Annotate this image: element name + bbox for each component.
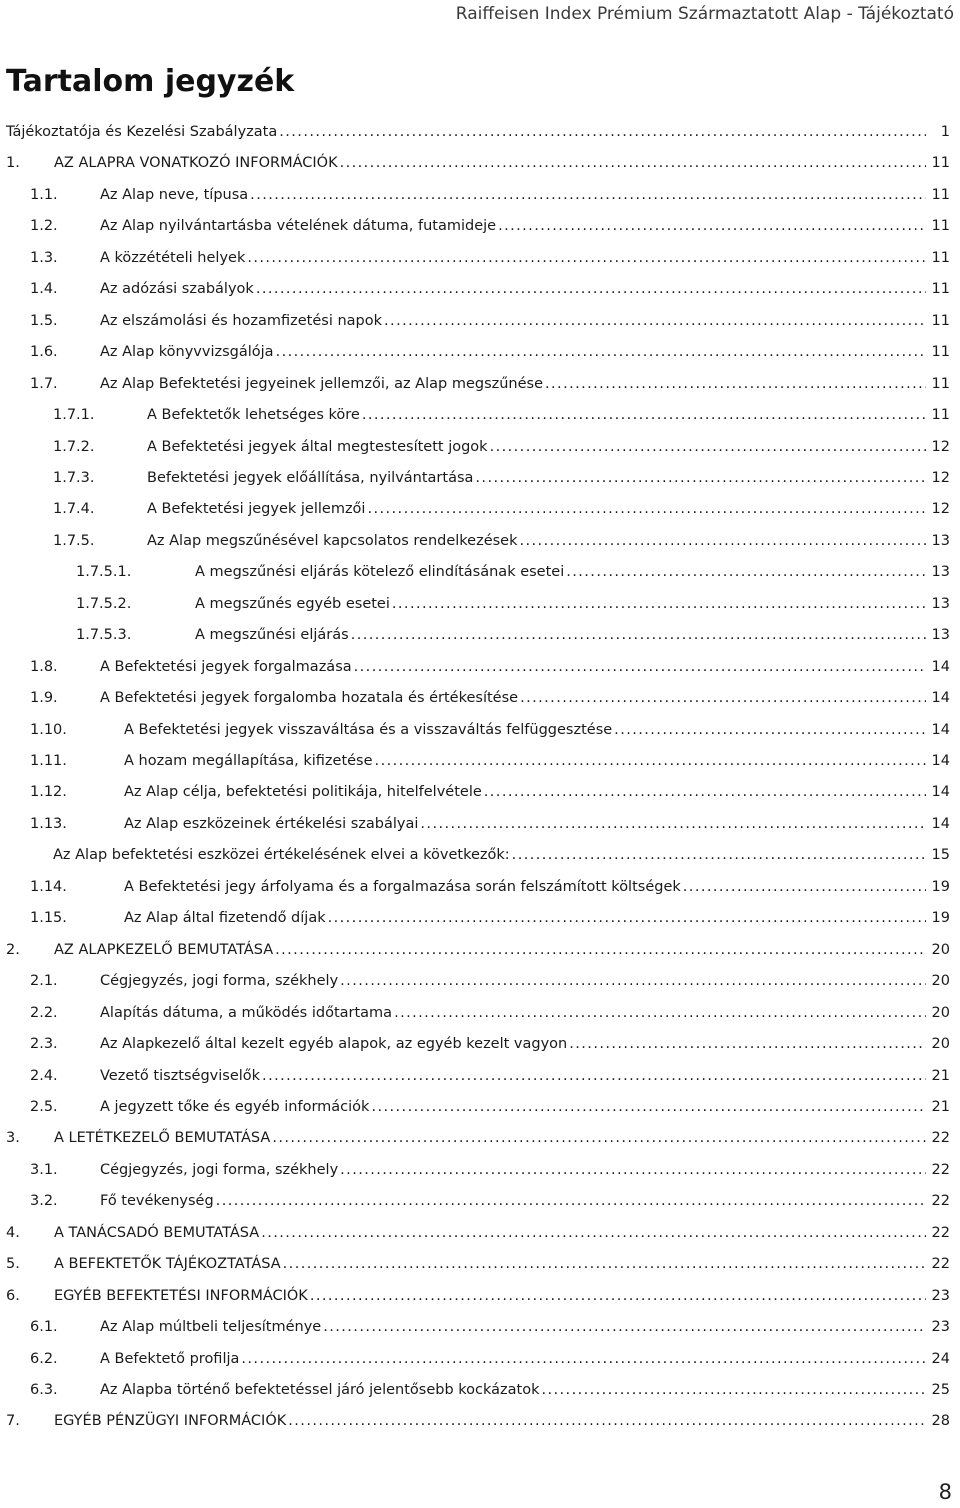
toc-dot-leader: [310, 1287, 926, 1305]
toc-dot-leader: [392, 595, 926, 613]
toc-entry-label: Vezető tisztségviselők: [100, 1067, 261, 1084]
toc-entry-number: 1.: [6, 155, 20, 172]
toc-dot-leader: [340, 1161, 926, 1179]
toc-dot-leader: [323, 1318, 926, 1336]
toc-entry-label: Befektetési jegyek előállítása, nyilvántartása: [147, 469, 474, 486]
toc-entry[interactable]: [76, 589, 950, 613]
toc-entry-label: Tájékoztatója és Kezelési Szabályzata: [6, 124, 278, 140]
toc-entry-page: 12: [931, 469, 950, 486]
toc-entry[interactable]: [30, 1375, 950, 1399]
toc-entry-number: 1.7.4.: [53, 501, 95, 518]
toc-dot-leader: [275, 941, 926, 959]
toc-entry-number: 1.13.: [30, 815, 67, 832]
toc-entry-number: 6.: [6, 1287, 20, 1304]
toc-dot-leader: [328, 909, 926, 927]
toc-entry-page: 11: [931, 155, 950, 172]
toc-entry-number: 1.11.: [30, 753, 67, 769]
toc-entry[interactable]: [30, 1312, 950, 1336]
toc-dot-leader: [241, 1350, 926, 1368]
toc-entry-page: 20: [931, 1036, 950, 1053]
toc-entry-number: 1.7.2.: [53, 438, 95, 455]
toc-dot-leader: [394, 1004, 926, 1022]
toc-entry[interactable]: [76, 557, 950, 581]
toc-entry-label: EGYÉB PÉNZÜGYI INFORMÁCIÓK: [54, 1413, 287, 1430]
toc-entry-page: 22: [931, 1161, 950, 1178]
toc-entry-label: Az Alap célja, befektetési politikája, hitelfelvétele: [124, 784, 482, 801]
toc-dot-leader: [351, 626, 926, 644]
toc-entry-page: 11: [931, 218, 950, 235]
toc-entry[interactable]: [30, 715, 950, 739]
toc-entry[interactable]: [6, 1218, 950, 1242]
toc-entry[interactable]: [30, 1155, 950, 1179]
toc-entry-number: 7.: [6, 1413, 20, 1430]
toc-entry-page: 14: [931, 753, 950, 769]
toc-entry-page: 19: [931, 878, 950, 895]
page-title: Tartalom jegyzék: [6, 64, 295, 99]
toc-dot-leader: [512, 846, 926, 864]
toc-entry-label: Az elszámolási és hozamfizetési napok: [100, 312, 383, 329]
toc-entry-number: 1.15.: [30, 910, 67, 927]
toc-entry-page: 13: [931, 532, 950, 549]
toc-dot-leader: [520, 689, 926, 707]
toc-entry-page: 23: [931, 1287, 950, 1304]
toc-entry[interactable]: [30, 777, 950, 801]
toc-entry-label: A Befektetési jegyek visszaváltása és a visszaváltás felfüggesztése: [124, 721, 613, 738]
toc-dot-leader: [340, 972, 926, 990]
toc-entry-label: A Befektetési jegyek jellemzői: [147, 501, 366, 518]
toc-entry-number: 2.5.: [30, 1098, 58, 1115]
toc-entry-label: Alapítás dátuma, a működés időtartama: [100, 1004, 393, 1021]
toc-entry[interactable]: [30, 1344, 950, 1368]
toc-entry-number: 1.3.: [30, 249, 58, 266]
toc-dot-leader: [384, 312, 926, 330]
toc-dot-leader: [256, 280, 926, 298]
toc-entry-number: 1.7.1.: [53, 407, 95, 424]
toc-entry-number: 2.2.: [30, 1004, 58, 1021]
toc-dot-leader: [566, 563, 926, 581]
toc-entry-page: 21: [931, 1067, 950, 1084]
toc-entry-page: 20: [931, 1004, 950, 1021]
toc-entry-page: 22: [931, 1130, 950, 1147]
toc-entry-label: A Befektetési jegy árfolyama és a forgalmazása során felszámított költségek: [124, 878, 681, 895]
toc-entry-page: 14: [931, 815, 950, 832]
toc-dot-leader: [520, 532, 927, 550]
toc-entry-page: 28: [931, 1413, 950, 1430]
toc-entry[interactable]: [53, 432, 950, 456]
toc-entry-number: 4.: [6, 1224, 20, 1241]
toc-entry-label: Az Alap eszközeinek értékelési szabályai: [124, 815, 419, 832]
toc-entry[interactable]: [76, 620, 950, 644]
toc-dot-leader: [375, 752, 926, 770]
toc-entry-label: Az Alap könyvvizsgálója: [100, 344, 274, 361]
toc-entry-number: 2.4.: [30, 1067, 58, 1084]
toc-entry[interactable]: [30, 998, 950, 1022]
toc-entry-number: 1.4.: [30, 281, 58, 298]
toc-entry[interactable]: [30, 683, 950, 707]
toc-entry-number: 6.3.: [30, 1382, 58, 1398]
toc-entry-label: Az Alap múltbeli teljesítménye: [100, 1319, 322, 1336]
toc-dot-leader: [545, 375, 926, 393]
toc-entry-label: Cégjegyzés, jogi forma, székhely: [100, 1161, 339, 1178]
toc-entry[interactable]: [30, 211, 950, 235]
toc-entry[interactable]: [30, 369, 950, 393]
toc-entry-number: 1.7.5.3.: [76, 627, 132, 644]
toc-entry-number: 2.: [6, 941, 20, 958]
toc-entry-page: 21: [931, 1098, 950, 1115]
toc-entry-page: 24: [931, 1350, 950, 1367]
toc-dot-leader: [262, 1067, 926, 1085]
toc-entry[interactable]: [6, 148, 950, 172]
toc-entry-page: 11: [931, 249, 950, 266]
toc-entry[interactable]: [30, 274, 950, 298]
toc-entry-label: Az Alap megszűnésével kapcsolatos rendelkezések: [147, 532, 518, 549]
toc-entry[interactable]: [30, 1092, 950, 1116]
toc-dot-leader: [354, 658, 926, 676]
toc-entry-number: 6.2.: [30, 1350, 58, 1367]
toc-entry-page: 20: [931, 973, 950, 990]
toc-entry-number: 5.: [6, 1256, 20, 1273]
toc-entry-number: 1.12.: [30, 784, 67, 801]
toc-entry-page: 22: [931, 1193, 950, 1210]
toc-entry[interactable]: [30, 1061, 950, 1085]
toc-entry-number: 1.10.: [30, 721, 67, 738]
toc-entry-page: 13: [931, 564, 950, 581]
toc-dot-leader: [340, 154, 926, 172]
toc-dot-leader: [283, 1255, 926, 1273]
toc-entry-number: 2.1.: [30, 973, 58, 990]
toc-entry-page: 14: [931, 784, 950, 801]
toc-entry[interactable]: [30, 809, 950, 833]
toc-entry[interactable]: [53, 526, 950, 550]
toc-dot-leader: [250, 186, 926, 204]
toc-dot-leader: [484, 783, 926, 801]
toc-entry[interactable]: [30, 180, 950, 204]
toc-entry-label: A BEFEKTETŐK TÁJÉKOZTATÁSA: [54, 1256, 281, 1273]
toc-entry-page: 12: [931, 501, 950, 518]
toc-entry-label: A jegyzett tőke és egyéb információk: [100, 1098, 370, 1115]
toc-entry-number: 1.7.5.2.: [76, 595, 132, 612]
toc-entry-page: 11: [931, 186, 950, 203]
toc-entry-page: 14: [931, 690, 950, 707]
toc-entry-number: 1.6.: [30, 344, 58, 361]
toc-entry-page: 11: [931, 312, 950, 329]
toc-entry-number: 3.2.: [30, 1193, 58, 1210]
toc-entry-page: 20: [931, 941, 950, 958]
toc-entry-label: A megszűnés egyéb esetei: [195, 595, 390, 612]
toc-entry[interactable]: [53, 494, 950, 518]
toc-entry-number: 1.8.: [30, 658, 58, 675]
toc-entry-page: 23: [931, 1319, 950, 1336]
toc-entry-number: 1.7.5.: [53, 532, 95, 549]
toc-dot-leader: [216, 1192, 926, 1210]
toc-entry-label: Az Alap neve, típusa: [100, 186, 249, 203]
toc-entry-number: 1.7.5.1.: [76, 564, 132, 581]
toc-entry-page: 11: [931, 344, 950, 361]
toc-entry[interactable]: [30, 243, 950, 267]
toc-entry-number: 1.14.: [30, 878, 67, 895]
toc-entry-page: 12: [931, 438, 950, 455]
toc-entry-page: 19: [931, 910, 950, 927]
toc-entry-number: 3.1.: [30, 1161, 58, 1178]
toc-entry-label: A hozam megállapítása, kifizetése: [124, 753, 373, 769]
toc-entry-label: A közzétételi helyek: [100, 249, 246, 266]
toc-entry-page: 13: [931, 595, 950, 612]
toc-entry[interactable]: [30, 903, 950, 927]
toc-entry[interactable]: [30, 337, 950, 361]
toc-entry-label: A Befektető profilja: [100, 1350, 240, 1367]
toc-entry-label: Cégjegyzés, jogi forma, székhely: [100, 973, 339, 990]
toc-entry-label: Az Alap nyilvántartásba vételének dátuma, futamideje: [100, 218, 497, 235]
toc-entry-label: A Befektetési jegyek forgalomba hozatala és értékesítése: [100, 690, 519, 707]
toc-entry[interactable]: [30, 746, 950, 770]
toc-entry-label: EGYÉB BEFEKTETÉSI INFORMÁCIÓK: [54, 1287, 308, 1304]
toc-entry-number: 6.1.: [30, 1319, 58, 1336]
toc-dot-leader: [276, 343, 926, 361]
toc-entry-number: 1.7.3.: [53, 469, 95, 486]
toc-entry-page: 15: [931, 847, 950, 864]
toc-entry-page: 22: [931, 1224, 950, 1241]
toc-entry-label: AZ ALAPKEZELŐ BEMUTATÁSA: [54, 941, 274, 958]
toc-entry-label: A LETÉTKEZELŐ BEMUTATÁSA: [54, 1130, 271, 1147]
toc-dot-leader: [288, 1412, 926, 1430]
toc-dot-leader: [490, 438, 926, 456]
toc-entry-label: AZ ALAPRA VONATKOZÓ INFORMÁCIÓK: [54, 155, 338, 172]
toc-entry[interactable]: [30, 1029, 950, 1053]
toc-entry-number: 1.1.: [30, 186, 58, 203]
toc-entry-page: 11: [931, 375, 950, 392]
toc-dot-leader: [614, 721, 926, 739]
running-header: Raiffeisen Index Prémium Származtatott Alap - Tájékoztató: [455, 4, 954, 24]
toc-dot-leader: [367, 500, 926, 518]
page-number: 8: [938, 1480, 952, 1504]
toc-dot-leader: [420, 815, 926, 833]
toc-entry[interactable]: [30, 306, 950, 330]
toc-entry-label: Az Alap befektetési eszközei értékelésének elvei a következők:: [53, 847, 510, 864]
toc-entry-label: A Befektetési jegyek által megtestesített jogok: [147, 438, 488, 455]
toc-dot-leader: [272, 1129, 926, 1147]
toc-entry[interactable]: [30, 652, 950, 676]
toc-entry-page: 25: [931, 1382, 950, 1398]
toc-dot-leader: [569, 1035, 926, 1053]
toc-entry-number: 1.9.: [30, 690, 58, 707]
toc-entry-page: 1: [940, 124, 950, 140]
toc-dot-leader: [362, 406, 926, 424]
toc-entry-page: 14: [931, 721, 950, 738]
toc-entry-label: Az Alapba történő befektetéssel járó jelentősebb kockázatok: [100, 1382, 540, 1398]
toc-entry[interactable]: [30, 1186, 950, 1210]
toc-entry[interactable]: [30, 966, 950, 990]
toc-entry-label: Az adózási szabályok: [100, 281, 254, 298]
toc-entry[interactable]: [6, 1281, 950, 1305]
toc-entry[interactable]: [6, 1123, 950, 1147]
toc-entry[interactable]: [6, 935, 950, 959]
toc-entry-label: Az Alap Befektetési jegyeinek jellemzői, az Alap megszűnése: [100, 375, 544, 392]
toc-entry[interactable]: [6, 1249, 950, 1273]
toc-dot-leader: [475, 469, 926, 487]
toc-entry-page: 13: [931, 627, 950, 644]
toc-dot-leader: [498, 217, 926, 235]
toc-entry-label: A megszűnési eljárás: [195, 627, 349, 644]
toc-entry-label: A Befektetési jegyek forgalmazása: [100, 658, 352, 675]
toc-dot-leader: [371, 1098, 926, 1116]
toc-dot-leader: [261, 1224, 926, 1242]
toc-entry[interactable]: [53, 463, 950, 487]
toc-entry[interactable]: [30, 872, 950, 896]
toc-entry-label: Az Alap által fizetendő díjak: [124, 910, 326, 927]
toc-entry-label: A Befektetők lehetséges köre: [147, 407, 360, 424]
toc-dot-leader: [541, 1381, 926, 1399]
toc-entry[interactable]: [6, 1406, 950, 1430]
toc-entry[interactable]: [53, 840, 950, 864]
toc-entry-number: 3.: [6, 1130, 20, 1147]
toc-dot-leader: [683, 878, 926, 896]
toc-dot-leader: [247, 249, 926, 267]
toc-entry-page: 22: [931, 1256, 950, 1273]
toc-entry-page: 14: [931, 658, 950, 675]
toc-entry-label: A megszűnési eljárás kötelező elindításának esetei: [195, 564, 565, 581]
toc-entry-label: Az Alapkezelő által kezelt egyéb alapok, az egyéb kezelt vagyon: [100, 1036, 568, 1053]
toc-entry-number: 1.2.: [30, 218, 58, 235]
toc-entry-page: 11: [931, 407, 950, 424]
toc-entry-number: 2.3.: [30, 1036, 58, 1053]
toc-entry-label: A TANÁCSADÓ BEMUTATÁSA: [54, 1224, 260, 1241]
toc-entry[interactable]: [53, 400, 950, 424]
toc-entry-number: 1.7.: [30, 375, 58, 392]
toc-entry-page: 11: [931, 281, 950, 298]
toc-entry-number: 1.5.: [30, 312, 58, 329]
toc-dot-leader: [279, 123, 926, 141]
toc-entry[interactable]: [6, 117, 950, 141]
toc-entry-label: Fő tevékenység: [100, 1193, 214, 1210]
